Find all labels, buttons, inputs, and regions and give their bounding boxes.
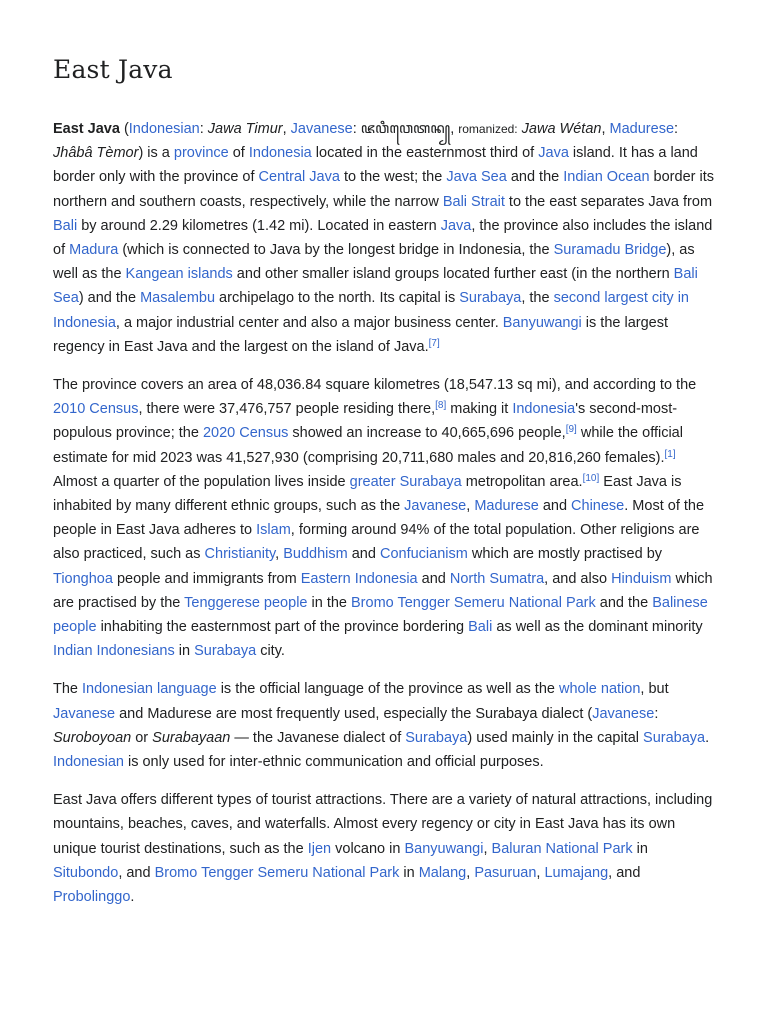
text-run: border its northern and southern coasts, respectively, while the narrow <box>53 169 714 210</box>
text-run: to the west; the <box>339 169 447 186</box>
wiki-link[interactable]: province <box>173 145 229 162</box>
text-run: , there were 37,476,757 people residing there, <box>138 401 436 418</box>
wiki-link[interactable]: Indian Indonesians <box>53 643 175 660</box>
wiki-link[interactable]: Javanese <box>592 705 655 722</box>
romanized-label: romanized: <box>458 122 518 136</box>
text-run: island. It has a land border only with the province of <box>53 145 698 186</box>
wiki-link[interactable]: Javanese <box>404 498 467 515</box>
text-run: , and <box>608 864 641 881</box>
text-run: in the <box>307 594 352 611</box>
text-run: archipelago to the north. Its capital is <box>215 290 460 307</box>
text-run: in <box>399 864 419 881</box>
wiki-link[interactable]: Buddhism <box>283 546 348 563</box>
text-run: , <box>466 864 475 881</box>
text-run: , <box>536 864 545 881</box>
paragraph-intro <box>53 117 715 359</box>
italic-term: Surabayaan <box>152 729 231 746</box>
wiki-link[interactable]: Surabaya <box>643 729 706 746</box>
text-run: , <box>282 121 291 137</box>
text-run: , forming around 94% of the total population. Other religions are also practiced, such as <box>53 522 700 563</box>
wiki-link[interactable]: Surabaya <box>405 729 468 746</box>
text-run: Almost a quarter of the population lives inside <box>53 473 350 490</box>
italic-term: Jawa Wétan <box>521 121 602 137</box>
wiki-link[interactable]: North Sumatra <box>449 570 545 587</box>
italic-term: Jawa Timur <box>207 121 283 137</box>
text-run: , <box>601 121 610 137</box>
italic-term: Suroboyoan <box>53 729 132 746</box>
text-run: which are practised by the <box>53 570 713 611</box>
text-run: is only used for inter-ethnic communication and official purposes. <box>123 754 544 771</box>
text-run: ) used mainly in the capital <box>467 729 644 746</box>
text-run: : <box>199 121 208 137</box>
citation <box>665 449 676 460</box>
wiki-link[interactable]: greater Surabaya <box>349 473 462 490</box>
article-body <box>53 117 715 909</box>
citation-link[interactable]: [9] <box>565 424 577 436</box>
text-run: , but <box>640 681 669 698</box>
citation <box>429 338 440 349</box>
wiki-link[interactable]: Madura <box>69 242 119 259</box>
wiki-link[interactable]: Kangean islands <box>125 266 233 283</box>
text-run: , and <box>118 864 155 881</box>
wiki-link[interactable]: whole nation <box>558 681 641 698</box>
citation <box>566 424 577 435</box>
wiki-link[interactable]: Madurese <box>609 121 675 137</box>
text-run: — the Javanese dialect of <box>230 729 406 746</box>
wiki-link[interactable]: Java <box>440 217 472 234</box>
wiki-link[interactable]: Indonesian <box>128 121 200 137</box>
wiki-link[interactable]: Tenggerese people <box>184 594 308 611</box>
wiki-link[interactable]: Bali Sea <box>53 266 698 307</box>
text-run: (which is connected to Java by the longest bridge in Indonesia, the <box>118 242 554 259</box>
text-run: . <box>705 729 710 746</box>
text-run: : ꦗꦮꦶꦮꦺꦠꦤ꧀, <box>352 121 459 137</box>
text-run: and <box>538 498 572 515</box>
text-run: and Madurese are most frequently used, especially the Surabaya dialect ( <box>115 705 593 722</box>
text-run: ) is a <box>138 145 174 162</box>
text-run: volcano in <box>331 840 405 857</box>
wiki-link[interactable]: Javanese <box>53 705 116 722</box>
text-run: located in the easternmost third of <box>311 145 539 162</box>
wiki-link[interactable]: Bali <box>53 217 78 234</box>
text-run: , and also <box>544 570 612 587</box>
text-run: of <box>228 145 249 162</box>
text-run: East Java is inhabited by many different ethnic groups, such as the <box>53 473 682 515</box>
wiki-link[interactable]: Central Java <box>258 169 340 186</box>
wiki-link[interactable]: Indonesia <box>512 401 576 418</box>
text-run: and <box>347 546 380 563</box>
wiki-link[interactable]: Indonesian <box>53 754 124 771</box>
text-run: ) and the <box>78 290 141 307</box>
text-run: . <box>130 889 135 906</box>
text-run: in <box>174 643 195 660</box>
page-title: East Java <box>53 55 173 84</box>
wiki-link[interactable]: Hinduism <box>611 570 672 587</box>
wiki-link[interactable]: Masalembu <box>140 290 216 307</box>
text-run: : <box>654 705 659 722</box>
wiki-link[interactable]: Eastern Indonesia <box>300 570 418 587</box>
wiki-link[interactable]: Indonesian language <box>82 681 217 698</box>
text-run: while the official estimate for mid 2023 was 41,527,930 (comprising 20,711,680 males and 20,816,260 females). <box>53 425 683 466</box>
paragraph-demographics <box>53 373 715 663</box>
text-run: people and immigrants from <box>112 570 301 587</box>
text-run: is the official language of the province as well as the <box>216 681 559 698</box>
wiki-link[interactable]: Balinese people <box>53 594 708 636</box>
citation <box>435 400 446 411</box>
text-run: ( <box>119 121 129 137</box>
wiki-link[interactable]: Surabaya <box>194 643 257 660</box>
text-run: , <box>483 840 492 857</box>
wiki-link[interactable]: Situbondo <box>53 864 119 881</box>
text-run: as well as the dominant minority <box>492 619 703 636</box>
text-run: , <box>466 498 475 515</box>
wiki-link[interactable]: Confucianism <box>379 546 468 563</box>
wiki-link[interactable]: Java <box>538 145 569 162</box>
wiki-link[interactable]: Islam <box>256 522 291 539</box>
paragraph-language <box>53 677 715 774</box>
wiki-link[interactable]: Banyuwangi <box>502 314 582 331</box>
wiki-link[interactable]: Malang <box>418 864 467 881</box>
text-run: and the <box>595 594 653 611</box>
wiki-link[interactable]: Lumajang <box>544 864 609 881</box>
wiki-link[interactable]: 2010 Census <box>53 401 139 418</box>
paragraph-tourism <box>53 788 715 909</box>
wiki-link[interactable]: Suramadu Bridge <box>553 242 667 259</box>
text-run: and the <box>506 169 564 186</box>
wiki-link[interactable]: Java Sea <box>446 169 507 186</box>
wiki-link[interactable]: Chinese <box>571 498 625 515</box>
text-run: to the east separates Java from <box>504 193 713 210</box>
text-run: city. <box>256 643 285 660</box>
text-run: ), as well as the <box>53 242 695 283</box>
text-run: , the province also includes the island of <box>53 217 713 259</box>
text-run: and <box>417 570 450 587</box>
citation-link[interactable]: [7] <box>428 337 440 349</box>
text-run: , <box>275 546 284 563</box>
text-run: : <box>674 121 679 137</box>
wiki-link[interactable]: Baluran National Park <box>491 840 633 857</box>
text-run: inhabiting the easternmost part of the province bordering <box>96 619 469 636</box>
text-run: in <box>632 840 648 857</box>
wiki-link[interactable]: Madurese <box>474 498 539 515</box>
citation-link[interactable]: [1] <box>664 448 676 460</box>
wiki-link[interactable]: Banyuwangi <box>404 840 484 857</box>
text-run: showed an increase to 40,665,696 people, <box>288 425 566 442</box>
citation <box>583 473 600 484</box>
text-run: and other smaller island groups located further east (in the northern <box>232 266 674 283</box>
wiki-link[interactable]: Christianity <box>204 546 276 563</box>
text-run: East Java offers different types of tourist attractions. There are a variety of natural attractions, including mountains, beaches, caves, and waterfalls. Almost every regency or city in East Java has its own unique tourist destinations, such as the <box>53 792 713 857</box>
wiki-link[interactable]: Bromo Tengger Semeru National Park <box>154 864 400 881</box>
text-run: The <box>53 681 83 698</box>
citation-link[interactable]: [8] <box>435 400 447 412</box>
wiki-link[interactable]: Surabaya <box>459 290 522 307</box>
wiki-link[interactable]: second largest city in Indonesia <box>53 290 689 331</box>
wiki-link[interactable]: Indonesia <box>248 145 312 162</box>
wiki-link[interactable]: Probolinggo <box>53 889 131 906</box>
citation-link[interactable]: [10] <box>582 472 600 484</box>
text-run: metropolitan area. <box>461 473 583 490</box>
text-run: 's second-most-populous province; the <box>53 401 678 442</box>
wiki-link[interactable]: 2020 Census <box>202 425 289 442</box>
text-run: . Most of the people in East Java adheres to <box>53 498 705 539</box>
wiki-link[interactable]: Tionghoa <box>53 570 113 587</box>
text-run: by around 2.29 kilometres (1.42 mi). Located in eastern <box>77 217 441 234</box>
text-run: or <box>131 729 153 746</box>
wiki-link[interactable]: Bali Strait <box>442 193 505 210</box>
wiki-link[interactable]: Pasuruan <box>474 864 537 881</box>
wiki-link[interactable]: Ijen <box>307 840 332 857</box>
wiki-link[interactable]: Bali <box>468 619 493 636</box>
text-run: which are mostly practised by <box>467 546 663 563</box>
bold-term: East Java <box>53 121 120 137</box>
italic-term: Jhâbâ Tèmor <box>53 145 139 162</box>
text-run: is the largest regency in East Java and the largest on the island of Java. <box>53 314 669 355</box>
text-run: The province covers an area of 48,036.84 square kilometres (18,547.13 sq mi), and according to the <box>53 377 697 394</box>
text-run: , a major industrial center and also a major business center. <box>115 314 503 331</box>
text-run: making it <box>446 401 513 418</box>
wiki-link[interactable]: Indian Ocean <box>563 169 650 186</box>
wiki-link[interactable]: Bromo Tengger Semeru National Park <box>351 594 596 611</box>
text-run: , the <box>521 290 554 307</box>
wiki-link[interactable]: Javanese <box>290 121 353 137</box>
